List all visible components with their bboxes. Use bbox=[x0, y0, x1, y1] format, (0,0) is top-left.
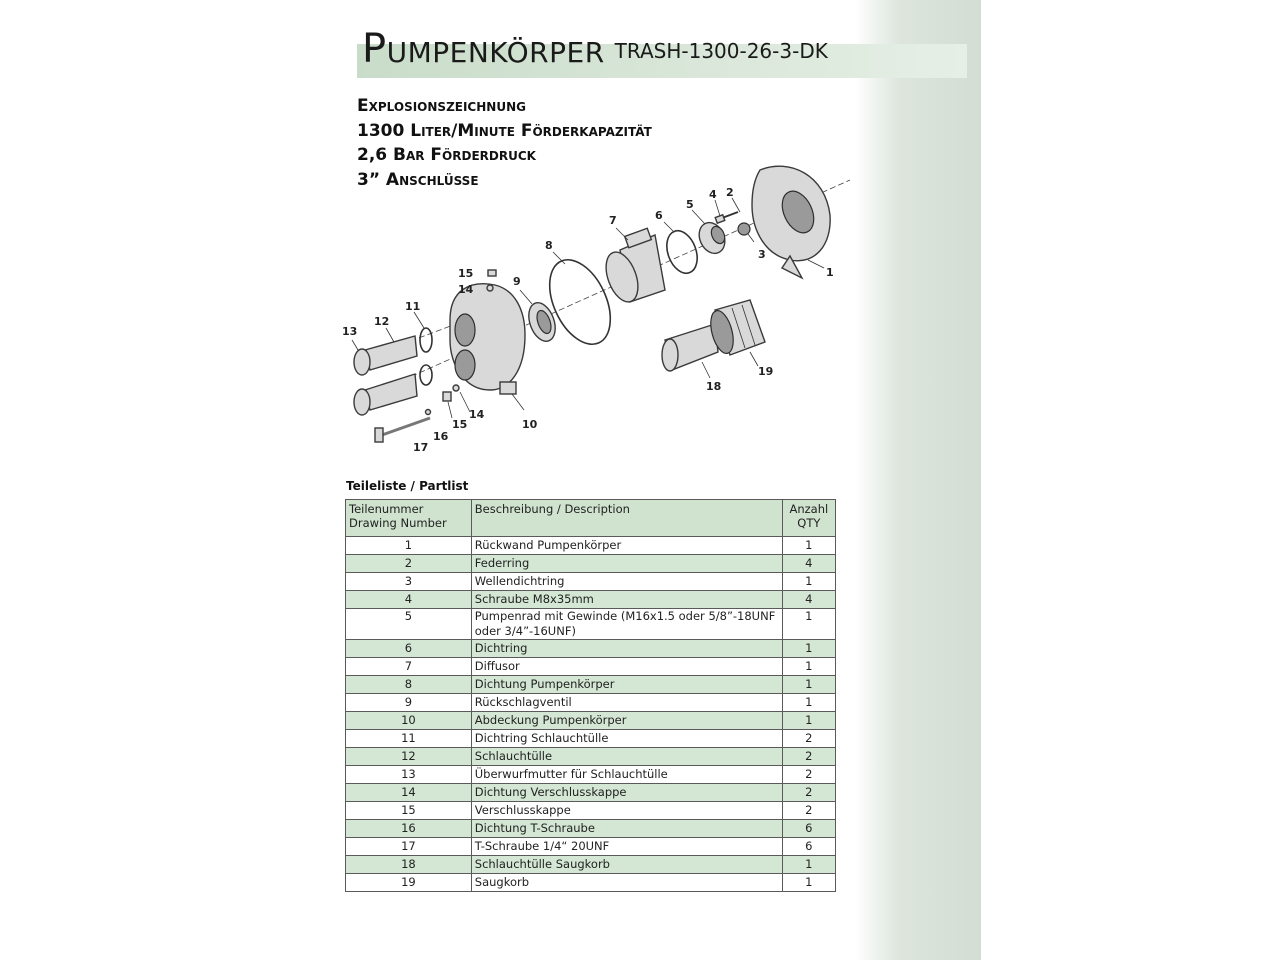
leader-line bbox=[808, 260, 824, 268]
table-row bbox=[346, 555, 836, 573]
leader-line bbox=[448, 402, 452, 418]
leader-line bbox=[616, 228, 628, 240]
page-title bbox=[362, 26, 828, 76]
callout-label: 17 bbox=[413, 441, 429, 454]
cell-number: 13 bbox=[346, 766, 472, 784]
cell-number: 3 bbox=[346, 573, 472, 591]
callout-label: 3 bbox=[758, 248, 766, 261]
leader-line bbox=[386, 328, 394, 342]
side-gradient-bar bbox=[855, 0, 981, 960]
table-row bbox=[346, 591, 836, 609]
cell-number: 18 bbox=[346, 856, 472, 874]
cell-number: 2 bbox=[346, 555, 472, 573]
cell-qty: 1 bbox=[782, 712, 835, 730]
table-row bbox=[346, 874, 836, 892]
callout-label: 9 bbox=[513, 275, 521, 288]
spec-line: 2,6 Bar Förderdruck bbox=[357, 145, 536, 165]
strainer-tail-part bbox=[662, 324, 718, 371]
exploded-view-drawing bbox=[320, 160, 860, 460]
leader-line bbox=[414, 312, 424, 328]
callout-label: 14 bbox=[458, 283, 474, 296]
leader-line bbox=[512, 394, 524, 410]
table-row bbox=[346, 856, 836, 874]
cell-number: 17 bbox=[346, 838, 472, 856]
table-row bbox=[346, 676, 836, 694]
callout-label: 5 bbox=[686, 198, 694, 211]
cell-description: Überwurfmutter für Schlauchtülle bbox=[471, 766, 782, 784]
cell-description: Dichtring Schlauchtülle bbox=[471, 730, 782, 748]
cell-qty: 1 bbox=[782, 609, 835, 640]
table-caption: Teileliste / Partlist bbox=[346, 479, 469, 493]
cell-qty: 6 bbox=[782, 838, 835, 856]
cell-description: Schlauchtülle bbox=[471, 748, 782, 766]
cell-qty: 1 bbox=[782, 573, 835, 591]
spec-line: 1300 Liter/Minute Förderkapazität bbox=[357, 120, 652, 141]
shaft-seal-part bbox=[738, 223, 750, 235]
cell-qty: 1 bbox=[782, 537, 835, 555]
impeller-part bbox=[694, 218, 729, 257]
callout-label: 1 bbox=[826, 266, 834, 279]
table-row bbox=[346, 730, 836, 748]
callout-label: 11 bbox=[405, 300, 421, 313]
leader-line bbox=[352, 340, 358, 350]
cell-description: Rückschlagventil bbox=[471, 694, 782, 712]
callout-label: 19 bbox=[758, 365, 774, 378]
cell-number: 16 bbox=[346, 820, 472, 838]
screw-part bbox=[715, 212, 738, 223]
cell-number: 1 bbox=[346, 537, 472, 555]
table-row bbox=[346, 820, 836, 838]
cell-description: Dichtung Verschlusskappe bbox=[471, 784, 782, 802]
callout-label: 15 bbox=[458, 267, 474, 280]
cell-qty: 4 bbox=[782, 555, 835, 573]
diffuser-part bbox=[600, 228, 665, 306]
table-row bbox=[346, 712, 836, 730]
cell-number: 11 bbox=[346, 730, 472, 748]
cell-number: 12 bbox=[346, 748, 472, 766]
table-row bbox=[346, 658, 836, 676]
rear-housing-part bbox=[752, 166, 830, 278]
spec-line: 3” Anschlüsse bbox=[357, 169, 479, 190]
cell-qty: 1 bbox=[782, 676, 835, 694]
cell-number: 14 bbox=[346, 784, 472, 802]
t-bolt-part bbox=[375, 410, 431, 443]
cell-qty: 1 bbox=[782, 874, 835, 892]
cap-lower-part bbox=[443, 385, 459, 401]
hose-tail-part bbox=[365, 336, 417, 410]
cell-description: Dichtung T-Schraube bbox=[471, 820, 782, 838]
model-code: TRASH-1300-26-3-DK bbox=[614, 39, 828, 63]
cell-qty: 1 bbox=[782, 640, 835, 658]
cell-description: Wellendichtring bbox=[471, 573, 782, 591]
leader-line bbox=[748, 234, 754, 242]
table-row bbox=[346, 784, 836, 802]
callout-label: 4 bbox=[709, 188, 717, 201]
cell-number: 8 bbox=[346, 676, 472, 694]
cell-number: 19 bbox=[346, 874, 472, 892]
callout-label: 10 bbox=[522, 418, 538, 431]
cell-number: 4 bbox=[346, 591, 472, 609]
cell-qty: 2 bbox=[782, 766, 835, 784]
table-row bbox=[346, 838, 836, 856]
header-qty: Anzahl QTY bbox=[782, 500, 835, 537]
callout-label: 14 bbox=[469, 408, 485, 421]
leader-line bbox=[715, 200, 720, 216]
hose-ring-part bbox=[420, 328, 432, 352]
table-row bbox=[346, 802, 836, 820]
table-row bbox=[346, 766, 836, 784]
cell-description: Abdeckung Pumpenkörper bbox=[471, 712, 782, 730]
leader-line bbox=[664, 222, 674, 232]
callout-label: 7 bbox=[609, 214, 617, 227]
title-main: Pumpenkörper bbox=[362, 26, 605, 72]
cell-qty: 1 bbox=[782, 694, 835, 712]
cell-number: 7 bbox=[346, 658, 472, 676]
cell-description: Saugkorb bbox=[471, 874, 782, 892]
cell-qty: 2 bbox=[782, 730, 835, 748]
cell-qty: 2 bbox=[782, 748, 835, 766]
table-row bbox=[346, 694, 836, 712]
spec-line: Explosionszeichnung bbox=[357, 96, 526, 116]
table-row bbox=[346, 640, 836, 658]
table-row bbox=[346, 609, 836, 640]
table-row bbox=[346, 573, 836, 591]
cell-description: Rückwand Pumpenkörper bbox=[471, 537, 782, 555]
cell-qty: 4 bbox=[782, 591, 835, 609]
cell-number: 5 bbox=[346, 609, 472, 640]
callout-label: 12 bbox=[374, 315, 390, 328]
leader-line bbox=[520, 290, 532, 304]
callout-label: 18 bbox=[706, 380, 722, 393]
cell-number: 15 bbox=[346, 802, 472, 820]
leader-line bbox=[692, 210, 705, 224]
callout-label: 16 bbox=[433, 430, 449, 443]
cell-description: T-Schraube 1/4“ 20UNF bbox=[471, 838, 782, 856]
union-nut-part bbox=[354, 349, 370, 415]
cell-description: Dichtring bbox=[471, 640, 782, 658]
callout-label: 6 bbox=[655, 209, 663, 222]
table-row bbox=[346, 537, 836, 555]
table-header-row bbox=[346, 500, 836, 537]
header-description: Beschreibung / Description bbox=[471, 500, 782, 537]
leader-line bbox=[732, 198, 740, 212]
callout-label: 2 bbox=[726, 186, 734, 199]
header-number: Teilenummer Drawing Number bbox=[346, 500, 472, 537]
callout-label: 15 bbox=[452, 418, 468, 431]
cell-description: Dichtung Pumpenkörper bbox=[471, 676, 782, 694]
front-cover-part bbox=[450, 284, 525, 394]
cell-qty: 1 bbox=[782, 658, 835, 676]
cell-description: Diffusor bbox=[471, 658, 782, 676]
cell-description: Pumpenrad mit Gewinde (M16x1.5 oder 5/8”-18UNF oder 3/4”-16UNF) bbox=[471, 609, 782, 640]
sealing-ring-part bbox=[661, 227, 702, 278]
cell-number: 10 bbox=[346, 712, 472, 730]
leader-line bbox=[702, 362, 710, 378]
cell-description: Schraube M8x35mm bbox=[471, 591, 782, 609]
callout-label: 13 bbox=[342, 325, 358, 338]
cell-qty: 1 bbox=[782, 856, 835, 874]
table-row bbox=[346, 748, 836, 766]
cell-number: 9 bbox=[346, 694, 472, 712]
cell-qty: 6 bbox=[782, 820, 835, 838]
check-valve-part bbox=[524, 299, 560, 345]
cell-description: Verschlusskappe bbox=[471, 802, 782, 820]
cell-number: 6 bbox=[346, 640, 472, 658]
parts-table bbox=[345, 499, 836, 892]
cell-description: Schlauchtülle Saugkorb bbox=[471, 856, 782, 874]
cell-qty: 2 bbox=[782, 802, 835, 820]
leader-line bbox=[750, 352, 758, 366]
cell-qty: 2 bbox=[782, 784, 835, 802]
callout-label: 8 bbox=[545, 239, 553, 252]
hose-ring-part bbox=[420, 365, 432, 385]
cell-description: Federring bbox=[471, 555, 782, 573]
